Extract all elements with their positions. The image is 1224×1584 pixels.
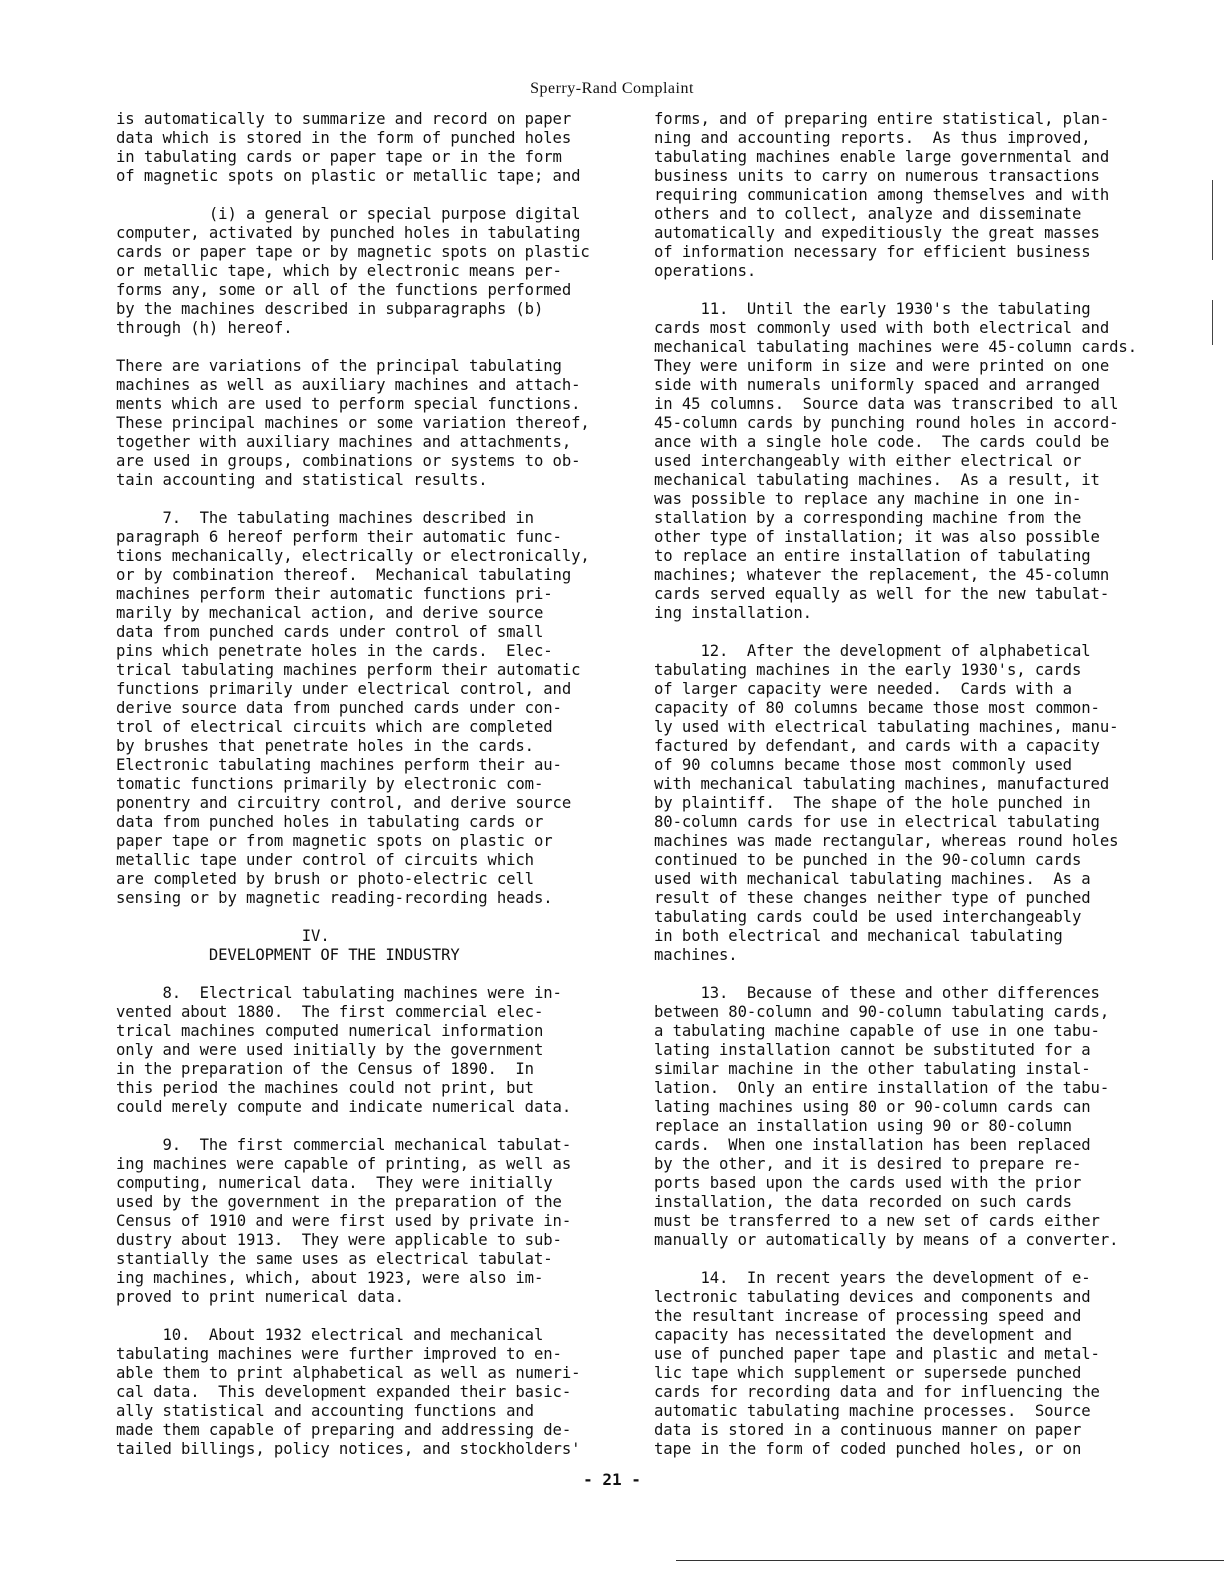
text-line: 13. Because of these and other differences: [654, 984, 1100, 1002]
text-line: operations.: [654, 262, 757, 280]
text-line: machines was made rectangular, whereas round holes: [654, 832, 1119, 850]
text-line: cards most commonly used with both electrical and: [654, 319, 1110, 337]
text-line: computer, activated by punched holes in tabulating: [116, 224, 581, 242]
text-line: side with numerals uniformly spaced and arranged: [654, 376, 1100, 394]
text-line: 14. In recent years the development of e-: [654, 1269, 1091, 1287]
text-line: lic tape which supplement or supersede punched: [654, 1364, 1082, 1382]
text-line: Electronic tabulating machines perform their au-: [116, 756, 562, 774]
text-line: lating installation cannot be substituted for a: [654, 1041, 1091, 1059]
text-line: (i) a general or special purpose digital: [116, 205, 581, 223]
text-line: ing machines, which, about 1923, were also im-: [116, 1269, 544, 1287]
text-line: tain accounting and statistical results.: [116, 471, 488, 489]
text-line: lectronic tabulating devices and components and: [654, 1288, 1091, 1306]
text-line: by the machines described in subparagraphs (b): [116, 300, 544, 318]
edge-mark: [1212, 300, 1213, 345]
text-line: sensing or by magnetic reading-recording heads.: [116, 889, 553, 907]
text-line: similar machine in the other tabulating instal-: [654, 1060, 1091, 1078]
right-column: [654, 110, 1137, 1459]
text-line: through (h) hereof.: [116, 319, 293, 337]
text-line: or by combination thereof. Mechanical tabulating: [116, 566, 572, 584]
paragraph-gap: [654, 281, 1118, 300]
text-line: trical tabulating machines perform their automatic: [116, 661, 581, 679]
text-line: forms any, some or all of the functions performed: [116, 281, 572, 299]
text-line: a tabulating machine capable of use in one tabu-: [654, 1022, 1100, 1040]
text-line: machines.: [654, 946, 738, 964]
text-line: replace an installation using 90 or 80-column: [654, 1117, 1072, 1135]
text-line: in 45 columns. Source data was transcribed to all: [654, 395, 1119, 413]
text-line: stallation by a corresponding machine from the: [654, 509, 1082, 527]
paragraph: [116, 509, 604, 908]
text-line: Census of 1910 and were first used by private in-: [116, 1212, 572, 1230]
text-line: tomatic functions primarily by electronic com-: [116, 775, 544, 793]
text-line: factured by defendant, and cards with a capacity: [654, 737, 1100, 755]
paragraph: [116, 984, 604, 1117]
text-line: made them capable of preparing and addressing de-: [116, 1421, 572, 1439]
paragraph: [116, 1326, 604, 1459]
paragraph: [654, 110, 1118, 281]
text-line: in both electrical and mechanical tabulating: [654, 927, 1063, 945]
text-line: They were uniform in size and were printed on one: [654, 357, 1110, 375]
text-line: mechanical tabulating machines. As a result, it: [654, 471, 1100, 489]
text-line: requiring communication among themselves and with: [654, 186, 1110, 204]
text-line: ports based upon the cards used with the prior: [654, 1174, 1082, 1192]
text-line: pins which penetrate holes in the cards. Elec-: [116, 642, 553, 660]
text-line: in the preparation of the Census of 1890. In: [116, 1060, 534, 1078]
text-line: tabulating machines in the early 1930's, cards: [654, 661, 1082, 679]
text-line: only and were used initially by the government: [116, 1041, 544, 1059]
text-line: cards or paper tape or by magnetic spots on plastic: [116, 243, 590, 261]
text-line: automatic tabulating machine processes. Source: [654, 1402, 1091, 1420]
paragraph-gap: [116, 965, 604, 984]
paragraph-gap: [116, 186, 604, 205]
text-line: forms, and of preparing entire statistical, plan-: [654, 110, 1110, 128]
text-line: 45-column cards by punching round holes in accord-: [654, 414, 1119, 432]
text-line: ning and accounting reports. As thus improved,: [654, 129, 1091, 147]
text-line: to replace an entire installation of tabulating: [654, 547, 1091, 565]
text-line: or metallic tape, which by electronic means per-: [116, 262, 562, 280]
paragraph: [654, 984, 1118, 1250]
text-line: of larger capacity were needed. Cards with a: [654, 680, 1072, 698]
text-line: this period the machines could not print, but: [116, 1079, 534, 1097]
text-line: used by the government in the preparation of the: [116, 1193, 562, 1211]
text-line: trical machines computed numerical information: [116, 1022, 544, 1040]
text-line: machines perform their automatic functions pri-: [116, 585, 553, 603]
text-line: 7. The tabulating machines described in: [116, 509, 534, 527]
text-line: tabulating cards could be used interchangeably: [654, 908, 1082, 926]
text-line: continued to be punched in the 90-column cards: [654, 851, 1082, 869]
text-line: must be transferred to a new set of cards either: [654, 1212, 1100, 1230]
paragraph-gap: [116, 1307, 604, 1326]
text-line: tabulating machines enable large governmental and: [654, 148, 1110, 166]
text-line: automatically and expeditiously the great masses: [654, 224, 1100, 242]
text-line: computing, numerical data. They were initially: [116, 1174, 553, 1192]
text-line: trol of electrical circuits which are completed: [116, 718, 553, 736]
text-line: ance with a single hole code. The cards could be: [654, 433, 1110, 451]
text-line: derive source data from punched cards under con-: [116, 699, 562, 717]
text-line: 9. The first commercial mechanical tabulat-: [116, 1136, 572, 1154]
text-line: DEVELOPMENT OF THE INDUSTRY: [116, 946, 460, 964]
paragraph: [116, 110, 604, 186]
text-line: These principal machines or some variation thereof,: [116, 414, 590, 432]
text-line: ing machines were capable of printing, as well as: [116, 1155, 572, 1173]
paragraph: [116, 1136, 604, 1307]
text-line: others and to collect, analyze and disseminate: [654, 205, 1082, 223]
text-line: installation, the data recorded on such cards: [654, 1193, 1072, 1211]
text-line: is automatically to summarize and record on paper: [116, 110, 572, 128]
text-line: ally statistical and accounting functions and: [116, 1402, 534, 1420]
text-line: machines; whatever the replacement, the 45-column: [654, 566, 1110, 584]
text-line: functions primarily under electrical control, and: [116, 680, 572, 698]
text-line: proved to print numerical data.: [116, 1288, 404, 1306]
text-line: paragraph 6 hereof perform their automatic func-: [116, 528, 562, 546]
text-line: vented about 1880. The first commercial elec-: [116, 1003, 544, 1021]
text-line: manually or automatically by means of a converter.: [654, 1231, 1119, 1249]
text-line: tailed billings, policy notices, and stockholders': [116, 1440, 581, 1458]
text-line: data which is stored in the form of punched holes: [116, 129, 572, 147]
text-line: data from punched holes in tabulating cards or: [116, 813, 544, 831]
text-line: 10. About 1932 electrical and mechanical: [116, 1326, 544, 1344]
text-line: dustry about 1913. They were applicable to sub-: [116, 1231, 562, 1249]
text-line: There are variations of the principal tabulating: [116, 357, 562, 375]
text-line: data is stored in a continuous manner on paper: [654, 1421, 1082, 1439]
text-line: 8. Electrical tabulating machines were in-: [116, 984, 562, 1002]
text-line: data from punched cards under control of small: [116, 623, 544, 641]
paragraph-gap: [654, 623, 1118, 642]
text-line: used with mechanical tabulating machines. As a: [654, 870, 1091, 888]
text-line: could merely compute and indicate numerical data.: [116, 1098, 572, 1116]
text-line: business units to carry on numerous transactions: [654, 167, 1100, 185]
text-line: ing installation.: [654, 604, 812, 622]
text-line: capacity of 80 columns became those most common-: [654, 699, 1100, 717]
text-line: are completed by brush or photo-electric cell: [116, 870, 534, 888]
bottom-rule: [676, 1560, 1224, 1561]
page-number: - 21 -: [583, 1470, 641, 1489]
paragraph: [654, 300, 1137, 623]
text-line: cal data. This development expanded their basic-: [116, 1383, 572, 1401]
text-line: are used in groups, combinations or systems to ob-: [116, 452, 581, 470]
text-line: result of these changes neither type of punched: [654, 889, 1091, 907]
text-line: used interchangeably with either electrical or: [654, 452, 1082, 470]
paragraph-gap: [116, 490, 604, 509]
edge-mark: [1212, 180, 1213, 260]
text-line: tabulating machines were further improved to en-: [116, 1345, 562, 1363]
text-line: mechanical tabulating machines were 45-column cards.: [654, 338, 1137, 356]
text-line: cards for recording data and for influencing the: [654, 1383, 1100, 1401]
text-line: of information necessary for efficient business: [654, 243, 1091, 261]
text-line: between 80-column and 90-column tabulating cards,: [654, 1003, 1110, 1021]
paragraph: [116, 927, 604, 965]
text-line: tape in the form of coded punched holes, or on: [654, 1440, 1082, 1458]
text-line: 80-column cards for use in electrical tabulating: [654, 813, 1100, 831]
paragraph: [116, 205, 604, 338]
text-line: the resultant increase of processing speed and: [654, 1307, 1082, 1325]
text-line: in tabulating cards or paper tape or in the form: [116, 148, 562, 166]
running-header: Sperry-Rand Complaint: [530, 80, 694, 97]
text-line: was possible to replace any machine in one in-: [654, 490, 1082, 508]
text-line: by the other, and it is desired to prepare re-: [654, 1155, 1082, 1173]
paragraph-gap: [116, 338, 604, 357]
paragraph: [654, 1269, 1118, 1459]
text-line: lation. Only an entire installation of the tabu-: [654, 1079, 1110, 1097]
text-line: use of punched paper tape and plastic and metal-: [654, 1345, 1100, 1363]
text-line: by brushes that penetrate holes in the cards.: [116, 737, 534, 755]
paragraph: [654, 642, 1118, 965]
left-column: [116, 110, 604, 1459]
text-line: able them to print alphabetical as well as numeri-: [116, 1364, 581, 1382]
text-line: 11. Until the early 1930's the tabulating: [654, 300, 1091, 318]
text-line: marily by mechanical action, and derive source: [116, 604, 544, 622]
text-line: 12. After the development of alphabetical: [654, 642, 1091, 660]
paragraph-gap: [116, 908, 604, 927]
text-line: paper tape or from magnetic spots on plastic or: [116, 832, 553, 850]
text-line: ly used with electrical tabulating machines, manu-: [654, 718, 1119, 736]
text-line: with mechanical tabulating machines, manufactured: [654, 775, 1110, 793]
text-line: machines as well as auxiliary machines and attach-: [116, 376, 581, 394]
text-line: cards served equally as well for the new tabulat-: [654, 585, 1110, 603]
paragraph: [116, 357, 604, 490]
text-line: capacity has necessitated the development and: [654, 1326, 1072, 1344]
text-line: of magnetic spots on plastic or metallic tape; and: [116, 167, 581, 185]
text-line: ponentry and circuitry control, and derive source: [116, 794, 572, 812]
text-line: of 90 columns became those most commonly used: [654, 756, 1072, 774]
text-line: metallic tape under control of circuits which: [116, 851, 534, 869]
text-line: lating machines using 80 or 90-column cards can: [654, 1098, 1091, 1116]
text-line: ments which are used to perform special functions.: [116, 395, 581, 413]
paragraph-gap: [654, 965, 1118, 984]
text-line: IV.: [116, 927, 330, 945]
text-line: by plaintiff. The shape of the hole punched in: [654, 794, 1091, 812]
text-line: stantially the same uses as electrical tabulat-: [116, 1250, 553, 1268]
paragraph-gap: [116, 1117, 604, 1136]
paragraph-gap: [654, 1250, 1118, 1269]
text-line: cards. When one installation has been replaced: [654, 1136, 1091, 1154]
text-line: together with auxiliary machines and attachments,: [116, 433, 572, 451]
text-line: tions mechanically, electrically or electronically,: [116, 547, 590, 565]
text-line: other type of installation; it was also possible: [654, 528, 1100, 546]
